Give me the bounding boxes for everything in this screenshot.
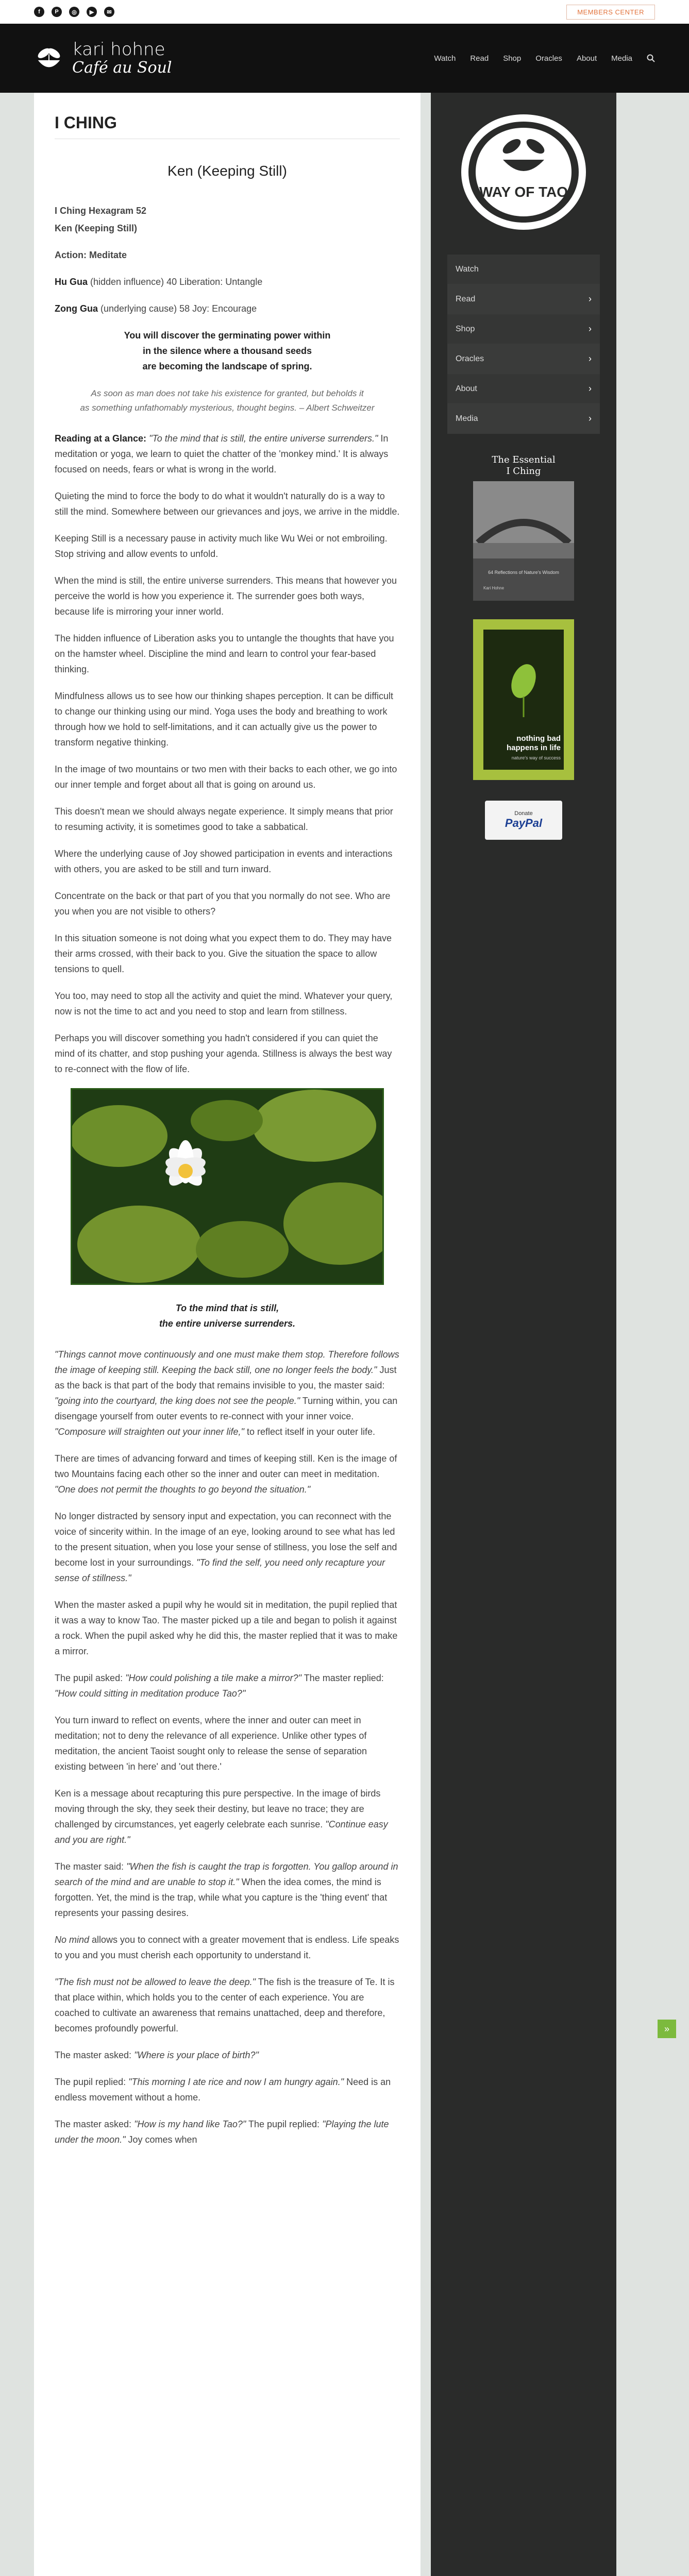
svg-text:Kari Hohne: Kari Hohne	[483, 586, 505, 590]
logo-name: kari hohne	[72, 39, 165, 60]
members-center-button[interactable]: MEMBERS CENTER	[566, 5, 655, 20]
paragraph: In this situation someone is not doing what you expect them to do. They may have their arms crossed, with their back to you. Give the situation the space to allow tensions to quell.	[55, 933, 392, 974]
paragraph: Keeping Still is a necessary pause in activity much like Wu Wei or not embroiling. Stop striving and allow events to unfold.	[55, 533, 388, 559]
chevron-right-icon: ›	[589, 324, 592, 334]
book-title: The Essential I Ching	[492, 454, 556, 477]
intro-verse: You will discover the germinating power within in the silence where a thousand seeds are becoming the landscape of spring.	[124, 330, 331, 371]
zong-gua-line: Zong Gua (underlying cause) 58 Joy: Encourage	[55, 303, 257, 314]
sidebar-item-shop[interactable]: Shop ›	[447, 314, 600, 344]
paragraph: The hidden influence of Liberation asks you to untangle the thoughts that have you on the hamster wheel. Discipline the mind and learn to control your fear-based thinking.	[55, 633, 394, 674]
hu-gua-line: Hu Gua (hidden influence) 40 Liberation: Untangle	[55, 277, 263, 287]
main-nav	[434, 54, 655, 63]
paragraph: The master asked: "How is my hand like Tao?" The pupil replied: "Playing the lute under the moon." Joy comes when	[55, 2119, 389, 2145]
paragraph: Reading at a Glance: "To the mind that is still, the entire universe surrenders." In meditation or yoga, we learn to quiet the chatter of the 'monkey mind.' It is always focused on needs, fears or what is wrong in the world.	[55, 433, 389, 474]
action-label: Action: Meditate	[55, 250, 127, 260]
paragraph: The master said: "When the fish is caught the trap is forgotten. You gallop around in search of the mind and are unable to stop it." When the idea comes, the mind is forgotten. Yet, the mind is the trap, while what you capture is the 'thing event' that represents your passing desires.	[55, 1861, 398, 1918]
paragraph: Perhaps you will discover something you hadn't considered if you can quiet the mind of its chatter, and stop pushing your agenda. Stillness is always the best way to re-connect with the flow of life.	[55, 1033, 392, 1074]
sidebar-item-oracles[interactable]: Oracles ›	[447, 344, 600, 374]
sidebar-item-read[interactable]: Read ›	[447, 284, 600, 314]
chevron-right-icon: ›	[589, 353, 592, 364]
nav-read[interactable]: Read	[470, 54, 489, 63]
paragraph: You too, may need to stop all the activity and quiet the mind. Whatever your query, now is not the time to act and you need to stop and learn from stillness.	[55, 991, 393, 1016]
facebook-icon[interactable]: f	[34, 7, 44, 17]
paragraph: The pupil asked: "How could polishing a tile make a mirror?" The master replied: "How could sitting in meditation produce Tao?"	[55, 1673, 384, 1699]
paragraph: The pupil replied: "This morning I ate rice and now I am hungry again." Need is an endless movement without a home.	[55, 2077, 391, 2103]
logo-text: WAY OF TAO	[479, 184, 568, 200]
pinterest-icon[interactable]: P	[52, 7, 62, 17]
paragraph: You turn inward to reflect on events, where the inner and outer can meet in meditation; not to deny the relevance of all experience. Unlike other types of meditation, the ancient Taoist sought only to release the sense of separation existing between 'in here' and 'out there.'	[55, 1715, 367, 1772]
email-icon[interactable]: ✉	[104, 7, 114, 17]
chevron-right-icon: ›	[589, 294, 592, 304]
chevron-right-icon: ›	[589, 383, 592, 394]
chevron-right-icon: ›	[589, 413, 592, 423]
essential-iching-book[interactable]	[473, 454, 574, 601]
paragraph: The master asked: "Where is your place of birth?"	[55, 2050, 259, 2060]
paragraph: Where the underlying cause of Joy showed participation in events and interactions with others, you are asked to be still and turn inward.	[55, 849, 393, 874]
article	[34, 93, 421, 2576]
paragraph: No mind allows you to connect with a greater movement that is endless. Life speaks to you and you must cherish each opportunity to understand it.	[55, 1935, 399, 1960]
instagram-icon[interactable]: ◎	[69, 7, 79, 17]
search-icon[interactable]	[647, 54, 655, 62]
paragraph: When the master asked a pupil why he would sit in meditation, the pupil replied that it was a way to know Tao. The master picked up a tile and began to polish it against a rock. When the pupil asked why he did this, the master replied that it was to make a mirror.	[55, 1600, 398, 1656]
svg-text:happens in life: happens in life	[506, 743, 561, 752]
youtube-icon[interactable]: ▶	[87, 7, 97, 17]
sidebar-item-media[interactable]: Media ›	[447, 404, 600, 434]
sidebar	[431, 93, 616, 2576]
paragraph: Ken is a message about recapturing this pure perspective. In the image of birds moving through the sky, they seek their destiny, but leave no trace; they are challenged by circumstances, yet eagerly celebrate each sunrise. "Continue easy and you are right."	[55, 1788, 388, 1845]
nav-about[interactable]: About	[576, 54, 597, 63]
social-links	[34, 7, 114, 17]
sidebar-item-about[interactable]: About ›	[447, 374, 600, 404]
paragraph: No longer distracted by sensory input and expectation, you can reconnect with the voice of sincerity within. In the image of an eye, looking around to see what has led to the present situation, when you lose your sense of stillness, you lose the self and become lost in your surroundings. "To find the self, you need only recapture your sense of stillness."	[55, 1511, 397, 1583]
paragraph: This doesn't mean we should always negate experience. It simply means that prior to resuming activity, it is sometimes good to take a sabbatical.	[55, 806, 393, 832]
scroll-side-button[interactable]: »	[658, 2020, 676, 2038]
nav-shop[interactable]: Shop	[503, 54, 522, 63]
logo-tagline: Café au Soul	[72, 59, 172, 77]
hexagram-number: I Ching Hexagram 52	[55, 206, 147, 216]
sidebar-item-watch[interactable]: Watch	[447, 255, 600, 284]
top-bar	[0, 0, 689, 24]
nothing-bad-happens-book[interactable]	[473, 619, 574, 780]
svg-text:nature's way of success: nature's way of success	[511, 755, 561, 760]
paragraph: Concentrate on the back or that part of you that you normally do not see. Who are you when you are not visible to others?	[55, 891, 391, 917]
page-title: I CHING	[55, 113, 400, 139]
paragraph: There are times of advancing forward and times of keeping still. Ken is the image of two Mountains facing each other so the inner and outer can meet in meditation. "One does not permit the thoughts to go beyond the situation."	[55, 1453, 397, 1495]
way-of-tao-logo[interactable]	[447, 110, 600, 234]
nav-oracles[interactable]: Oracles	[535, 54, 562, 63]
site-header	[0, 24, 689, 93]
paragraph: Mindfulness allows us to see how our thinking shapes perception. It can be difficult to change our thinking using our mind. Yoga uses the body and breathing to work through how we hold to self-limitations, and it can actually give us the power to transform negative thinking.	[55, 691, 394, 748]
nav-media[interactable]: Media	[611, 54, 632, 63]
site-logo[interactable]	[34, 41, 172, 76]
paragraph: "The fish must not be allowed to leave the deep." The fish is the treasure of Te. It is that place within, which holds you to the center of each experience. You are coached to cultivate an awareness that remains unattached, deep and therefore, becomes profoundly powerful.	[55, 1977, 395, 2033]
schweitzer-quote: As soon as man does not take his existence for granted, but beholds it as something unfathomably mysterious, thought begins. – Albert Schweitzer	[80, 388, 375, 413]
paragraph: "Things cannot move continuously and one must make them stop. Therefore follows the image of keeping still. Keeping the back still, one no longer feels the body." Just as the back is that part of the body that remains invisible to you, the master said: "going into the courtyard, the king does not see the people." Turning within, you can disengage yourself from outer events to re-connect with your inner voice. "Composure will straighten out your inner life," to reflect itself in your outer life.	[55, 1349, 399, 1437]
paypal-donate-button[interactable]: Donate PayPal	[485, 801, 562, 840]
svg-text:nothing bad: nothing bad	[516, 734, 561, 743]
right-margin	[616, 93, 689, 2576]
book-cover-image	[473, 481, 574, 601]
leaf-logo-icon	[34, 43, 64, 73]
image-caption: To the mind that is still, the entire universe surrenders.	[159, 1303, 296, 1329]
paragraph: Quieting the mind to force the body to do what it wouldn't naturally do is a way to still the mind. Somewhere between our grievances and joys, we arrive in the middle.	[55, 491, 400, 517]
nav-watch[interactable]: Watch	[434, 54, 456, 63]
svg-text:64 Reflections of Nature's Wis: 64 Reflections of Nature's Wisdom	[488, 570, 559, 575]
hexagram-title: Ken (Keeping Still)	[167, 163, 287, 179]
water-lily-image	[71, 1088, 384, 1285]
paragraph: In the image of two mountains or two men with their backs to each other, we go into our inner temple and forget about all that is going on around us.	[55, 764, 397, 790]
paragraph: When the mind is still, the entire universe surrenders. This means that however you perceive the world is how you experience it. The surrender goes both ways, because life is mirroring your inner world.	[55, 575, 397, 617]
sidebar-menu	[447, 255, 600, 434]
hexagram-name: Ken (Keeping Still)	[55, 223, 138, 233]
